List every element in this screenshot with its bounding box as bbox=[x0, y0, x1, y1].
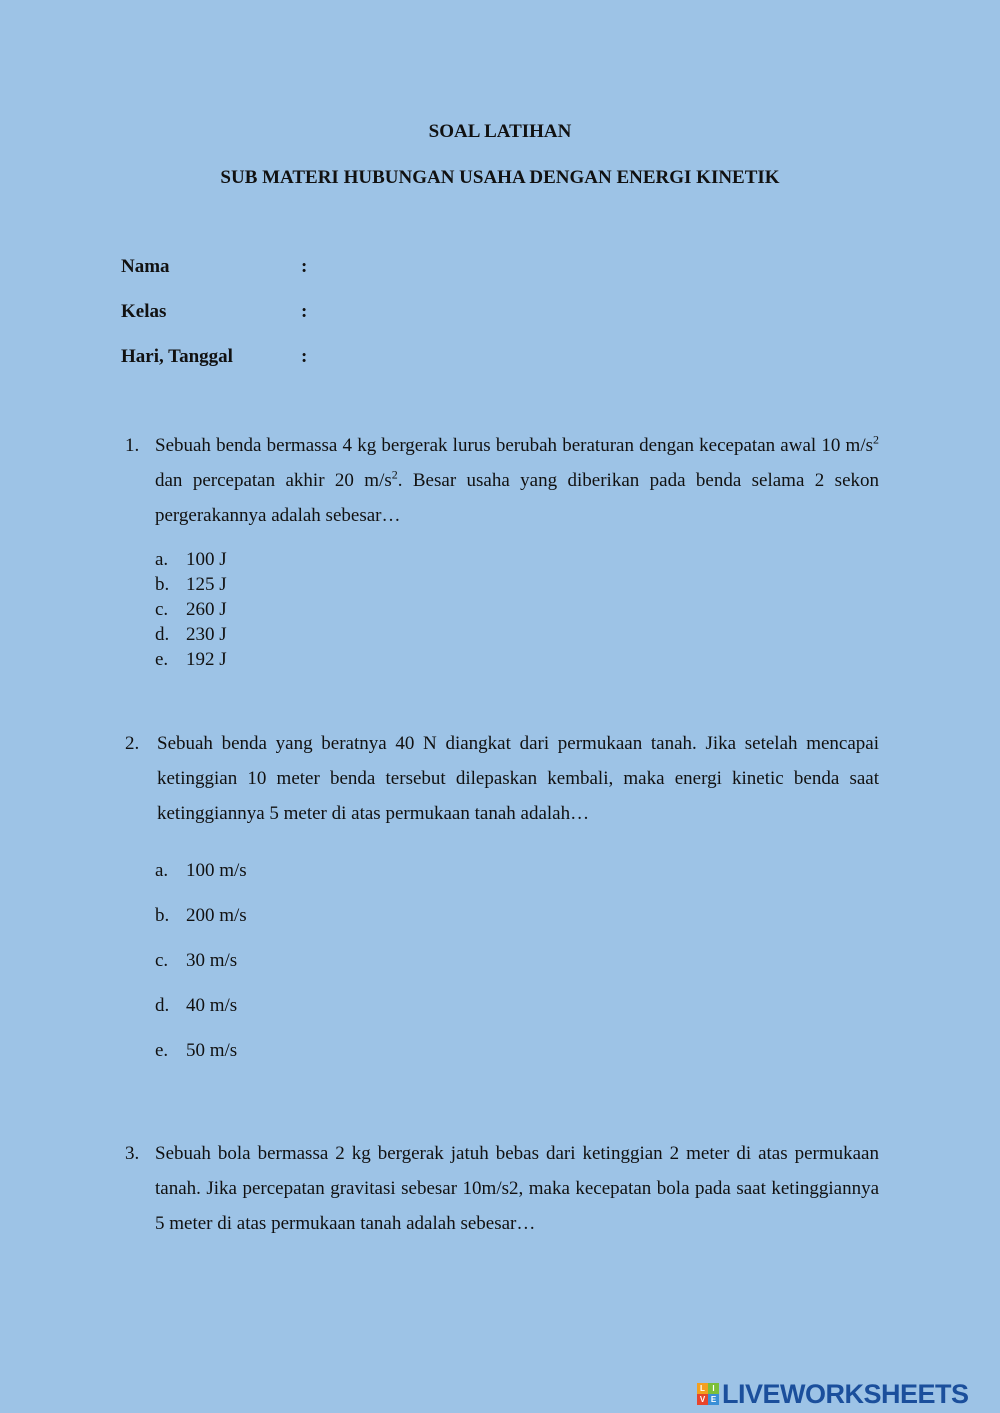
logo-mark-letter: E bbox=[708, 1394, 719, 1405]
date-label: Hari, Tanggal bbox=[121, 346, 233, 367]
question-2-options bbox=[155, 860, 247, 1085]
worksheet-title: SOAL LATIHAN bbox=[428, 121, 572, 142]
question-text: Sebuah benda yang beratnya 40 N diangkat dari permukaan tanah. Jika setelah mencapai ketinggian 10 meter benda tersebut dilepaskan kembali, maka energi kinetic benda saat ketinggiannya 5 meter di atas permukaan tanah adalah… bbox=[157, 733, 879, 824]
question-number: 2. bbox=[125, 733, 140, 754]
option-e[interactable] bbox=[155, 1040, 247, 1085]
option-text: 40 m/s bbox=[186, 995, 238, 1016]
logo-text: LIVEWORKSHEETS bbox=[722, 1378, 969, 1409]
option-text: 192 J bbox=[186, 649, 227, 670]
option-letter: b. bbox=[155, 574, 170, 595]
class-label: Kelas bbox=[121, 301, 167, 322]
option-e[interactable] bbox=[155, 647, 227, 672]
worksheet-subtitle: SUB MATERI HUBUNGAN USAHA DENGAN ENERGI KINETIK bbox=[220, 167, 780, 188]
option-c[interactable] bbox=[155, 597, 227, 622]
option-text: 30 m/s bbox=[186, 950, 238, 971]
question-text: Sebuah bola bermassa 2 kg bergerak jatuh bebas dari ketinggian 2 meter di atas permukaan tanah. Jika percepatan gravitasi sebesar 10m/s2, maka kecepatan bola pada saat ketinggiannya 5 meter di atas permukaan tanah adalah sebesar… bbox=[155, 1143, 879, 1234]
name-label: Nama bbox=[121, 256, 170, 277]
logo-mark-letter: L bbox=[697, 1383, 708, 1394]
question-text: Sebuah benda bermassa 4 kg bergerak lurus berubah beraturan dengan kecepatan awal 10 $m/s^2$ dan percepatan akhir 20 $m/s^2$. Besar usaha yang diberikan pada benda selama 2 sekon pergerakannya adalah sebesar… bbox=[155, 432, 879, 526]
option-a[interactable] bbox=[155, 547, 227, 572]
option-letter: d. bbox=[155, 624, 170, 645]
option-text: 200 m/s bbox=[186, 905, 247, 926]
question-number: 1. bbox=[125, 435, 140, 456]
option-b[interactable] bbox=[155, 905, 247, 950]
option-text: 100 J bbox=[186, 549, 227, 570]
option-letter: b. bbox=[155, 905, 170, 926]
option-letter: e. bbox=[155, 1040, 169, 1061]
option-letter: c. bbox=[155, 599, 169, 620]
class-colon: : bbox=[301, 301, 308, 322]
option-b[interactable] bbox=[155, 572, 227, 597]
option-text: 50 m/s bbox=[186, 1040, 238, 1061]
option-letter: a. bbox=[155, 549, 169, 570]
option-a[interactable] bbox=[155, 860, 247, 905]
option-text: 125 J bbox=[186, 574, 227, 595]
logo-mark-letter: I bbox=[708, 1383, 719, 1394]
question-1 bbox=[125, 428, 879, 533]
option-letter: e. bbox=[155, 649, 169, 670]
option-text: 260 J bbox=[186, 599, 227, 620]
option-letter: c. bbox=[155, 950, 169, 971]
option-letter: a. bbox=[155, 860, 169, 881]
question-number: 3. bbox=[125, 1143, 140, 1164]
date-colon: : bbox=[301, 346, 308, 367]
question-2 bbox=[125, 726, 879, 831]
option-text: 230 J bbox=[186, 624, 227, 645]
question-3 bbox=[125, 1136, 879, 1241]
option-d[interactable] bbox=[155, 995, 247, 1040]
name-colon: : bbox=[301, 256, 308, 277]
liveworksheets-logo[interactable] bbox=[697, 1380, 969, 1408]
option-letter: d. bbox=[155, 995, 170, 1016]
logo-mark-letter: V bbox=[697, 1394, 708, 1405]
option-c[interactable] bbox=[155, 950, 247, 995]
option-d[interactable] bbox=[155, 622, 227, 647]
liveworksheets-logo-icon bbox=[697, 1383, 719, 1405]
question-1-options bbox=[155, 547, 227, 672]
option-text: 100 m/s bbox=[186, 860, 247, 881]
